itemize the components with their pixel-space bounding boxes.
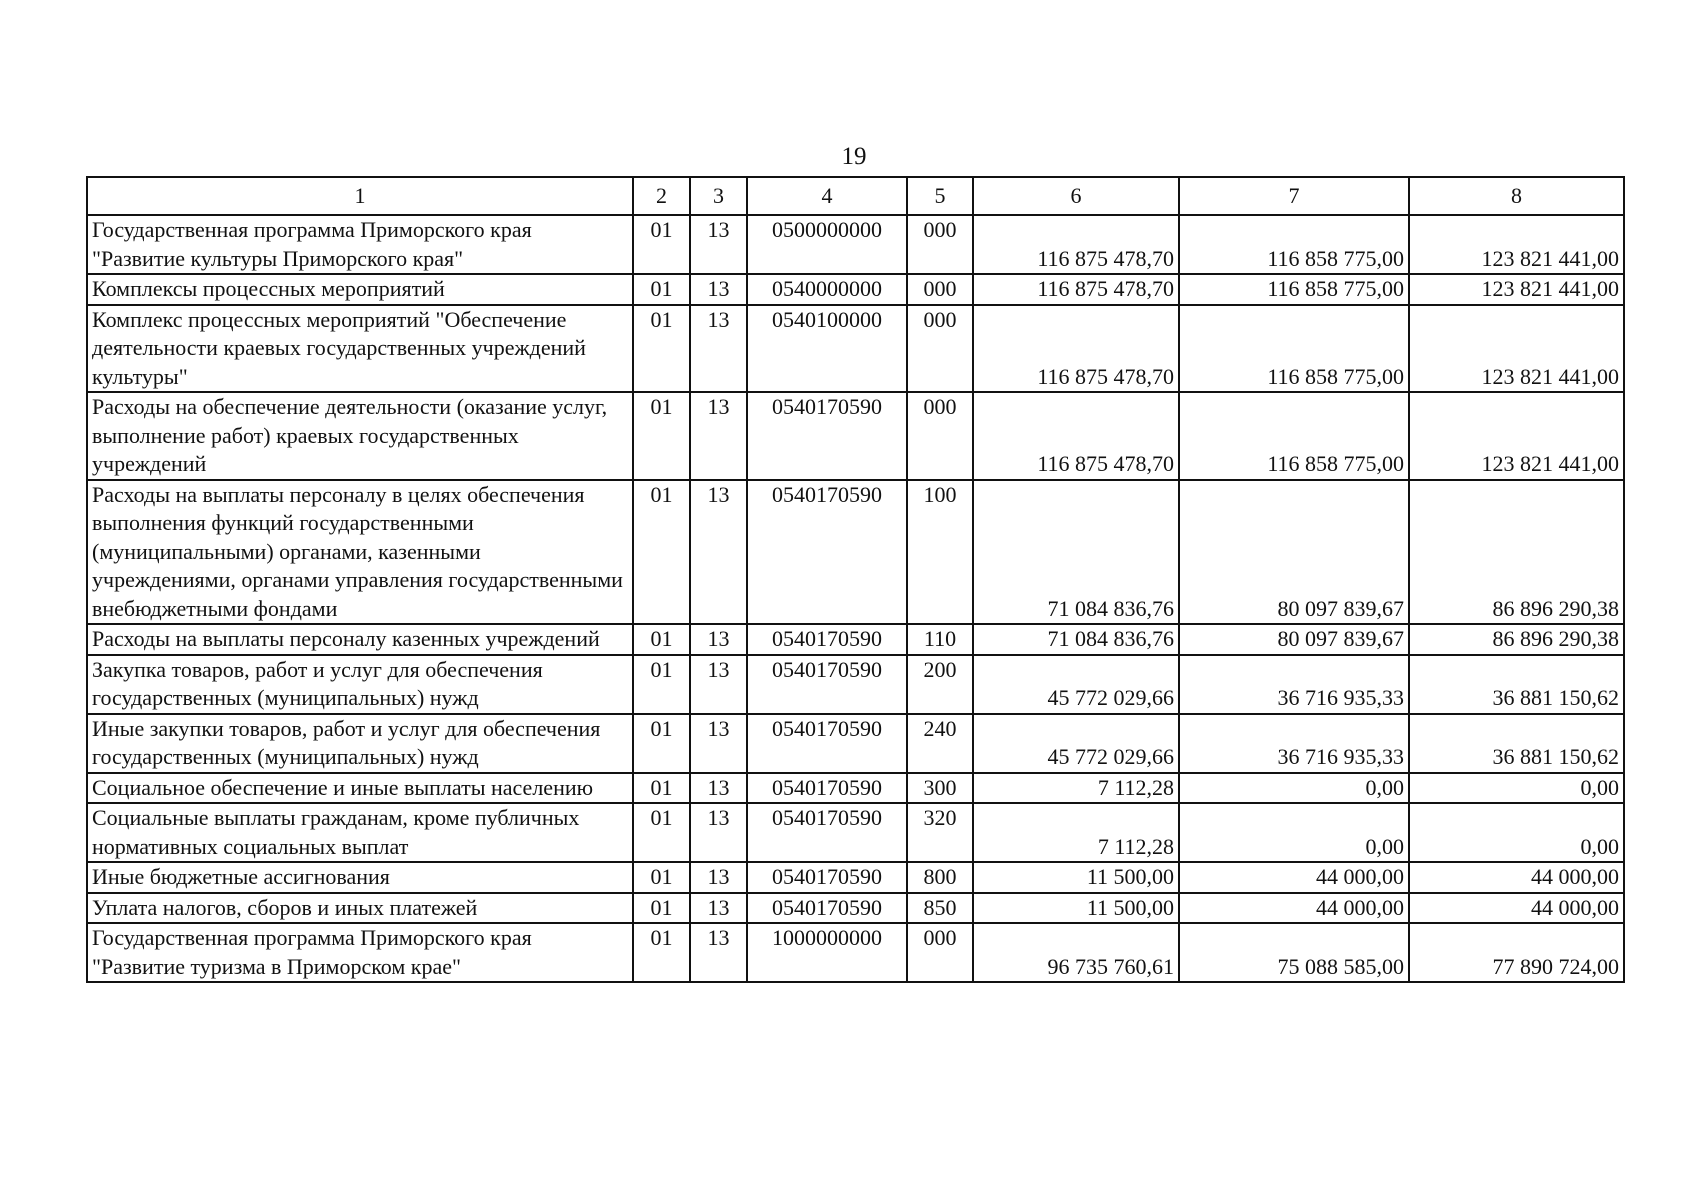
column-header: 5 <box>907 177 973 215</box>
amount-cell: 7 112,28 <box>973 803 1179 862</box>
table-row <box>87 893 1624 924</box>
column-header: 7 <box>1179 177 1409 215</box>
amount-cell: 116 875 478,70 <box>973 305 1179 393</box>
amount-cell: 123 821 441,00 <box>1409 274 1624 305</box>
row-name-cell: Расходы на выплаты персоналу в целях обеспечения выполнения функций государственными (муниципальными) органами, казенными учреждениями, органами управления государственными внебюджетными фондами <box>87 480 633 625</box>
amount-cell: 116 875 478,70 <box>973 274 1179 305</box>
expense-type-cell: 320 <box>907 803 973 862</box>
header-row <box>87 177 1624 215</box>
subsection-code-cell: 13 <box>690 803 747 862</box>
amount-cell: 116 858 775,00 <box>1179 392 1409 480</box>
row-name-cell: Уплата налогов, сборов и иных платежей <box>87 893 633 924</box>
subsection-code-cell: 13 <box>690 274 747 305</box>
subsection-code-cell: 13 <box>690 773 747 804</box>
expense-type-cell: 000 <box>907 305 973 393</box>
column-header: 3 <box>690 177 747 215</box>
amount-cell: 36 881 150,62 <box>1409 655 1624 714</box>
section-code-cell: 01 <box>633 480 690 625</box>
row-name-cell: Закупка товаров, работ и услуг для обеспечения государственных (муниципальных) нужд <box>87 655 633 714</box>
subsection-code-cell: 13 <box>690 215 747 274</box>
amount-cell: 116 875 478,70 <box>973 392 1179 480</box>
table-row <box>87 624 1624 655</box>
amount-cell: 44 000,00 <box>1179 893 1409 924</box>
expense-type-cell: 200 <box>907 655 973 714</box>
target-article-cell: 0500000000 <box>747 215 907 274</box>
table-row <box>87 714 1624 773</box>
target-article-cell: 0540170590 <box>747 480 907 625</box>
table-row <box>87 923 1624 982</box>
amount-cell: 116 858 775,00 <box>1179 215 1409 274</box>
amount-cell: 77 890 724,00 <box>1409 923 1624 982</box>
expense-type-cell: 850 <box>907 893 973 924</box>
row-name-cell: Расходы на обеспечение деятельности (оказание услуг, выполнение работ) краевых государственных учреждений <box>87 392 633 480</box>
table-row <box>87 655 1624 714</box>
expense-type-cell: 300 <box>907 773 973 804</box>
amount-cell: 71 084 836,76 <box>973 480 1179 625</box>
target-article-cell: 0540170590 <box>747 803 907 862</box>
amount-cell: 86 896 290,38 <box>1409 624 1624 655</box>
subsection-code-cell: 13 <box>690 480 747 625</box>
amount-cell: 86 896 290,38 <box>1409 480 1624 625</box>
amount-cell: 36 716 935,33 <box>1179 714 1409 773</box>
budget-table <box>86 176 1625 983</box>
section-code-cell: 01 <box>633 655 690 714</box>
amount-cell: 75 088 585,00 <box>1179 923 1409 982</box>
subsection-code-cell: 13 <box>690 624 747 655</box>
table-row <box>87 305 1624 393</box>
amount-cell: 45 772 029,66 <box>973 655 1179 714</box>
section-code-cell: 01 <box>633 215 690 274</box>
row-name-cell: Расходы на выплаты персоналу казенных учреждений <box>87 624 633 655</box>
row-name-cell: Иные закупки товаров, работ и услуг для обеспечения государственных (муниципальных) нужд <box>87 714 633 773</box>
target-article-cell: 0540170590 <box>747 893 907 924</box>
row-name-cell: Комплексы процессных мероприятий <box>87 274 633 305</box>
amount-cell: 80 097 839,67 <box>1179 624 1409 655</box>
table-row <box>87 392 1624 480</box>
column-header: 8 <box>1409 177 1624 215</box>
section-code-cell: 01 <box>633 803 690 862</box>
expense-type-cell: 000 <box>907 215 973 274</box>
section-code-cell: 01 <box>633 714 690 773</box>
column-header: 1 <box>87 177 633 215</box>
section-code-cell: 01 <box>633 773 690 804</box>
section-code-cell: 01 <box>633 392 690 480</box>
amount-cell: 0,00 <box>1409 773 1624 804</box>
expense-type-cell: 110 <box>907 624 973 655</box>
subsection-code-cell: 13 <box>690 392 747 480</box>
amount-cell: 44 000,00 <box>1179 862 1409 893</box>
amount-cell: 96 735 760,61 <box>973 923 1179 982</box>
page-number: 19 <box>841 143 867 170</box>
table-row <box>87 274 1624 305</box>
section-code-cell: 01 <box>633 624 690 655</box>
subsection-code-cell: 13 <box>690 655 747 714</box>
row-name-cell: Государственная программа Приморского края "Развитие культуры Приморского края" <box>87 215 633 274</box>
amount-cell: 36 716 935,33 <box>1179 655 1409 714</box>
row-name-cell: Комплекс процессных мероприятий "Обеспечение деятельности краевых государственных учреждений культуры" <box>87 305 633 393</box>
expense-type-cell: 240 <box>907 714 973 773</box>
table-row <box>87 215 1624 274</box>
section-code-cell: 01 <box>633 893 690 924</box>
amount-cell: 71 084 836,76 <box>973 624 1179 655</box>
section-code-cell: 01 <box>633 923 690 982</box>
section-code-cell: 01 <box>633 305 690 393</box>
target-article-cell: 0540170590 <box>747 392 907 480</box>
subsection-code-cell: 13 <box>690 893 747 924</box>
expense-type-cell: 800 <box>907 862 973 893</box>
amount-cell: 116 858 775,00 <box>1179 305 1409 393</box>
target-article-cell: 0540170590 <box>747 655 907 714</box>
amount-cell: 123 821 441,00 <box>1409 305 1624 393</box>
amount-cell: 123 821 441,00 <box>1409 215 1624 274</box>
target-article-cell: 1000000000 <box>747 923 907 982</box>
subsection-code-cell: 13 <box>690 305 747 393</box>
column-header: 4 <box>747 177 907 215</box>
expense-type-cell: 000 <box>907 923 973 982</box>
amount-cell: 36 881 150,62 <box>1409 714 1624 773</box>
section-code-cell: 01 <box>633 862 690 893</box>
expense-type-cell: 000 <box>907 392 973 480</box>
expense-type-cell: 000 <box>907 274 973 305</box>
table-header <box>87 177 1624 215</box>
row-name-cell: Государственная программа Приморского края "Развитие туризма в Приморском крае" <box>87 923 633 982</box>
amount-cell: 7 112,28 <box>973 773 1179 804</box>
column-header: 2 <box>633 177 690 215</box>
subsection-code-cell: 13 <box>690 923 747 982</box>
row-name-cell: Социальные выплаты гражданам, кроме публичных нормативных социальных выплат <box>87 803 633 862</box>
amount-cell: 0,00 <box>1409 803 1624 862</box>
table-row <box>87 480 1624 625</box>
amount-cell: 44 000,00 <box>1409 862 1624 893</box>
amount-cell: 11 500,00 <box>973 893 1179 924</box>
subsection-code-cell: 13 <box>690 862 747 893</box>
amount-cell: 0,00 <box>1179 773 1409 804</box>
target-article-cell: 0540170590 <box>747 624 907 655</box>
target-article-cell: 0540170590 <box>747 773 907 804</box>
amount-cell: 45 772 029,66 <box>973 714 1179 773</box>
amount-cell: 0,00 <box>1179 803 1409 862</box>
amount-cell: 123 821 441,00 <box>1409 392 1624 480</box>
table-body <box>87 215 1624 982</box>
target-article-cell: 0540170590 <box>747 714 907 773</box>
table-row <box>87 803 1624 862</box>
target-article-cell: 0540000000 <box>747 274 907 305</box>
subsection-code-cell: 13 <box>690 714 747 773</box>
row-name-cell: Социальное обеспечение и иные выплаты населению <box>87 773 633 804</box>
section-code-cell: 01 <box>633 274 690 305</box>
expense-type-cell: 100 <box>907 480 973 625</box>
amount-cell: 116 875 478,70 <box>973 215 1179 274</box>
amount-cell: 80 097 839,67 <box>1179 480 1409 625</box>
amount-cell: 44 000,00 <box>1409 893 1624 924</box>
target-article-cell: 0540170590 <box>747 862 907 893</box>
row-name-cell: Иные бюджетные ассигнования <box>87 862 633 893</box>
amount-cell: 116 858 775,00 <box>1179 274 1409 305</box>
table-row <box>87 862 1624 893</box>
column-header: 6 <box>973 177 1179 215</box>
amount-cell: 11 500,00 <box>973 862 1179 893</box>
table-row <box>87 773 1624 804</box>
target-article-cell: 0540100000 <box>747 305 907 393</box>
